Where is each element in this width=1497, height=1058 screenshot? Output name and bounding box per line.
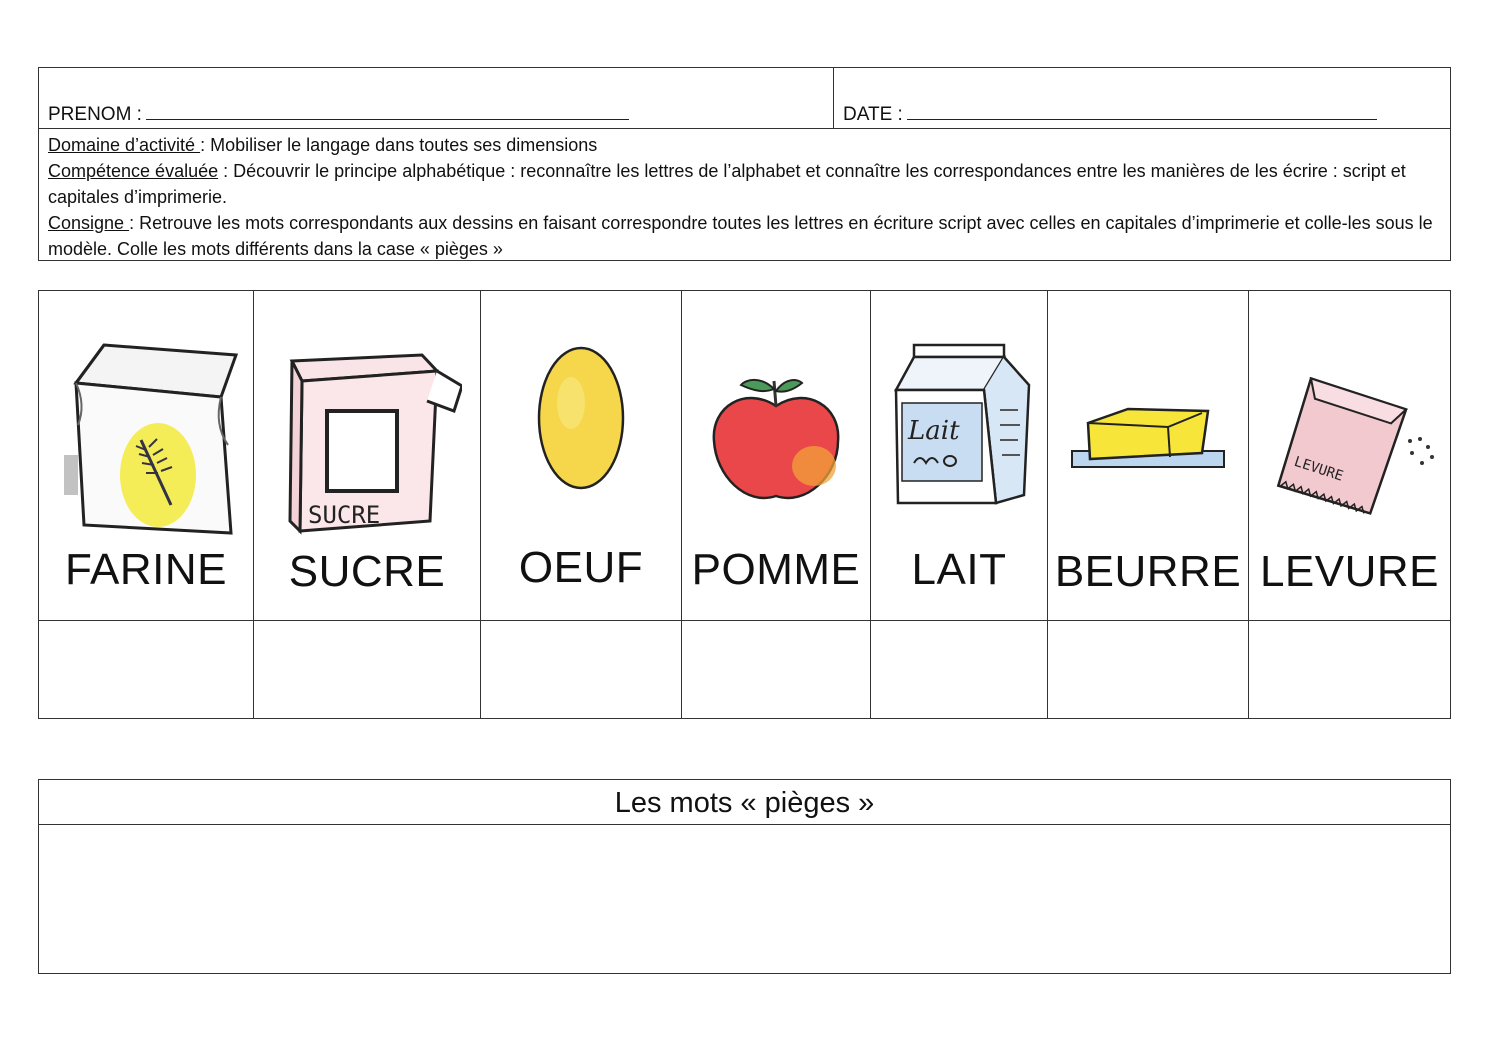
egg-illustration [481,321,681,541]
domaine-text: : Mobiliser le langage dans toutes ses dimensions [200,135,598,155]
flour-bag-illustration [39,321,253,541]
date-label: DATE : [843,104,903,125]
milk-carton-illustration [871,321,1047,541]
word-column-sucre [254,291,481,718]
sugar-box-text: SUCRE [308,501,381,529]
traps-table [38,779,1451,974]
prenom-label: PRENOM : [48,104,142,125]
yeast-packet-illustration [1249,321,1450,541]
traps-title: Les mots « pièges » [39,780,1450,825]
word-label: POMME [691,545,861,594]
words-table [38,290,1451,719]
word-column-beurre [1048,291,1249,718]
milk-carton-text: Lait [908,416,960,446]
competence-title: Compétence évaluée [48,161,219,181]
butter-illustration [1048,321,1248,541]
consigne-title: Consigne [48,213,130,233]
consigne-text: : Retrouve les mots correspondants aux dessins en faisant correspondre toutes les lettres en écriture script avec celles en capitales d’imprimerie et colle-les sous le modèle. Colle les mots différents dans la case « pièges » [48,213,1433,259]
word-column-oeuf [481,291,682,718]
word-label: LAIT [911,545,1007,594]
paste-row-divider [39,620,1450,621]
egg-icon [531,343,631,493]
word-label: FARINE [65,545,227,594]
word-column-levure [1249,291,1450,718]
prenom-blank-line[interactable] [146,101,629,120]
date-blank-line[interactable] [907,101,1377,120]
word-label: OEUF [518,543,644,592]
consigne-line [48,210,1443,262]
competence-text: : Découvrir le principe alphabétique : reconnaître les lettres de l’alphabet et connaître les correspondances entre les manières de les écrire : script et capitales d’imprimerie. [48,161,1406,207]
yeast-packet-icon [1260,361,1440,531]
word-label: BEURRE [1054,547,1242,596]
yeast-packet-text: LEVURE [1291,453,1345,485]
milk-carton-icon [884,335,1034,505]
instructions-block [48,132,1443,262]
butter-icon [1068,401,1228,481]
competence-line [48,158,1443,210]
word-label: LEVURE [1259,547,1440,596]
sugar-box-illustration [254,321,480,541]
word-label: SUCRE [288,547,446,596]
sugar-box-icon [272,341,462,541]
apple-illustration [682,321,870,541]
word-column-farine [39,291,254,718]
word-column-lait [871,291,1048,718]
domaine-title: Domaine d’activité [48,135,201,155]
prenom-cell[interactable] [39,68,834,128]
header-table [38,67,1451,261]
apple-icon [706,371,846,511]
name-date-row [39,68,1450,129]
date-cell[interactable] [834,68,1450,128]
domaine-line [48,132,1443,158]
word-column-pomme [682,291,871,718]
flour-bag-icon [46,335,246,545]
